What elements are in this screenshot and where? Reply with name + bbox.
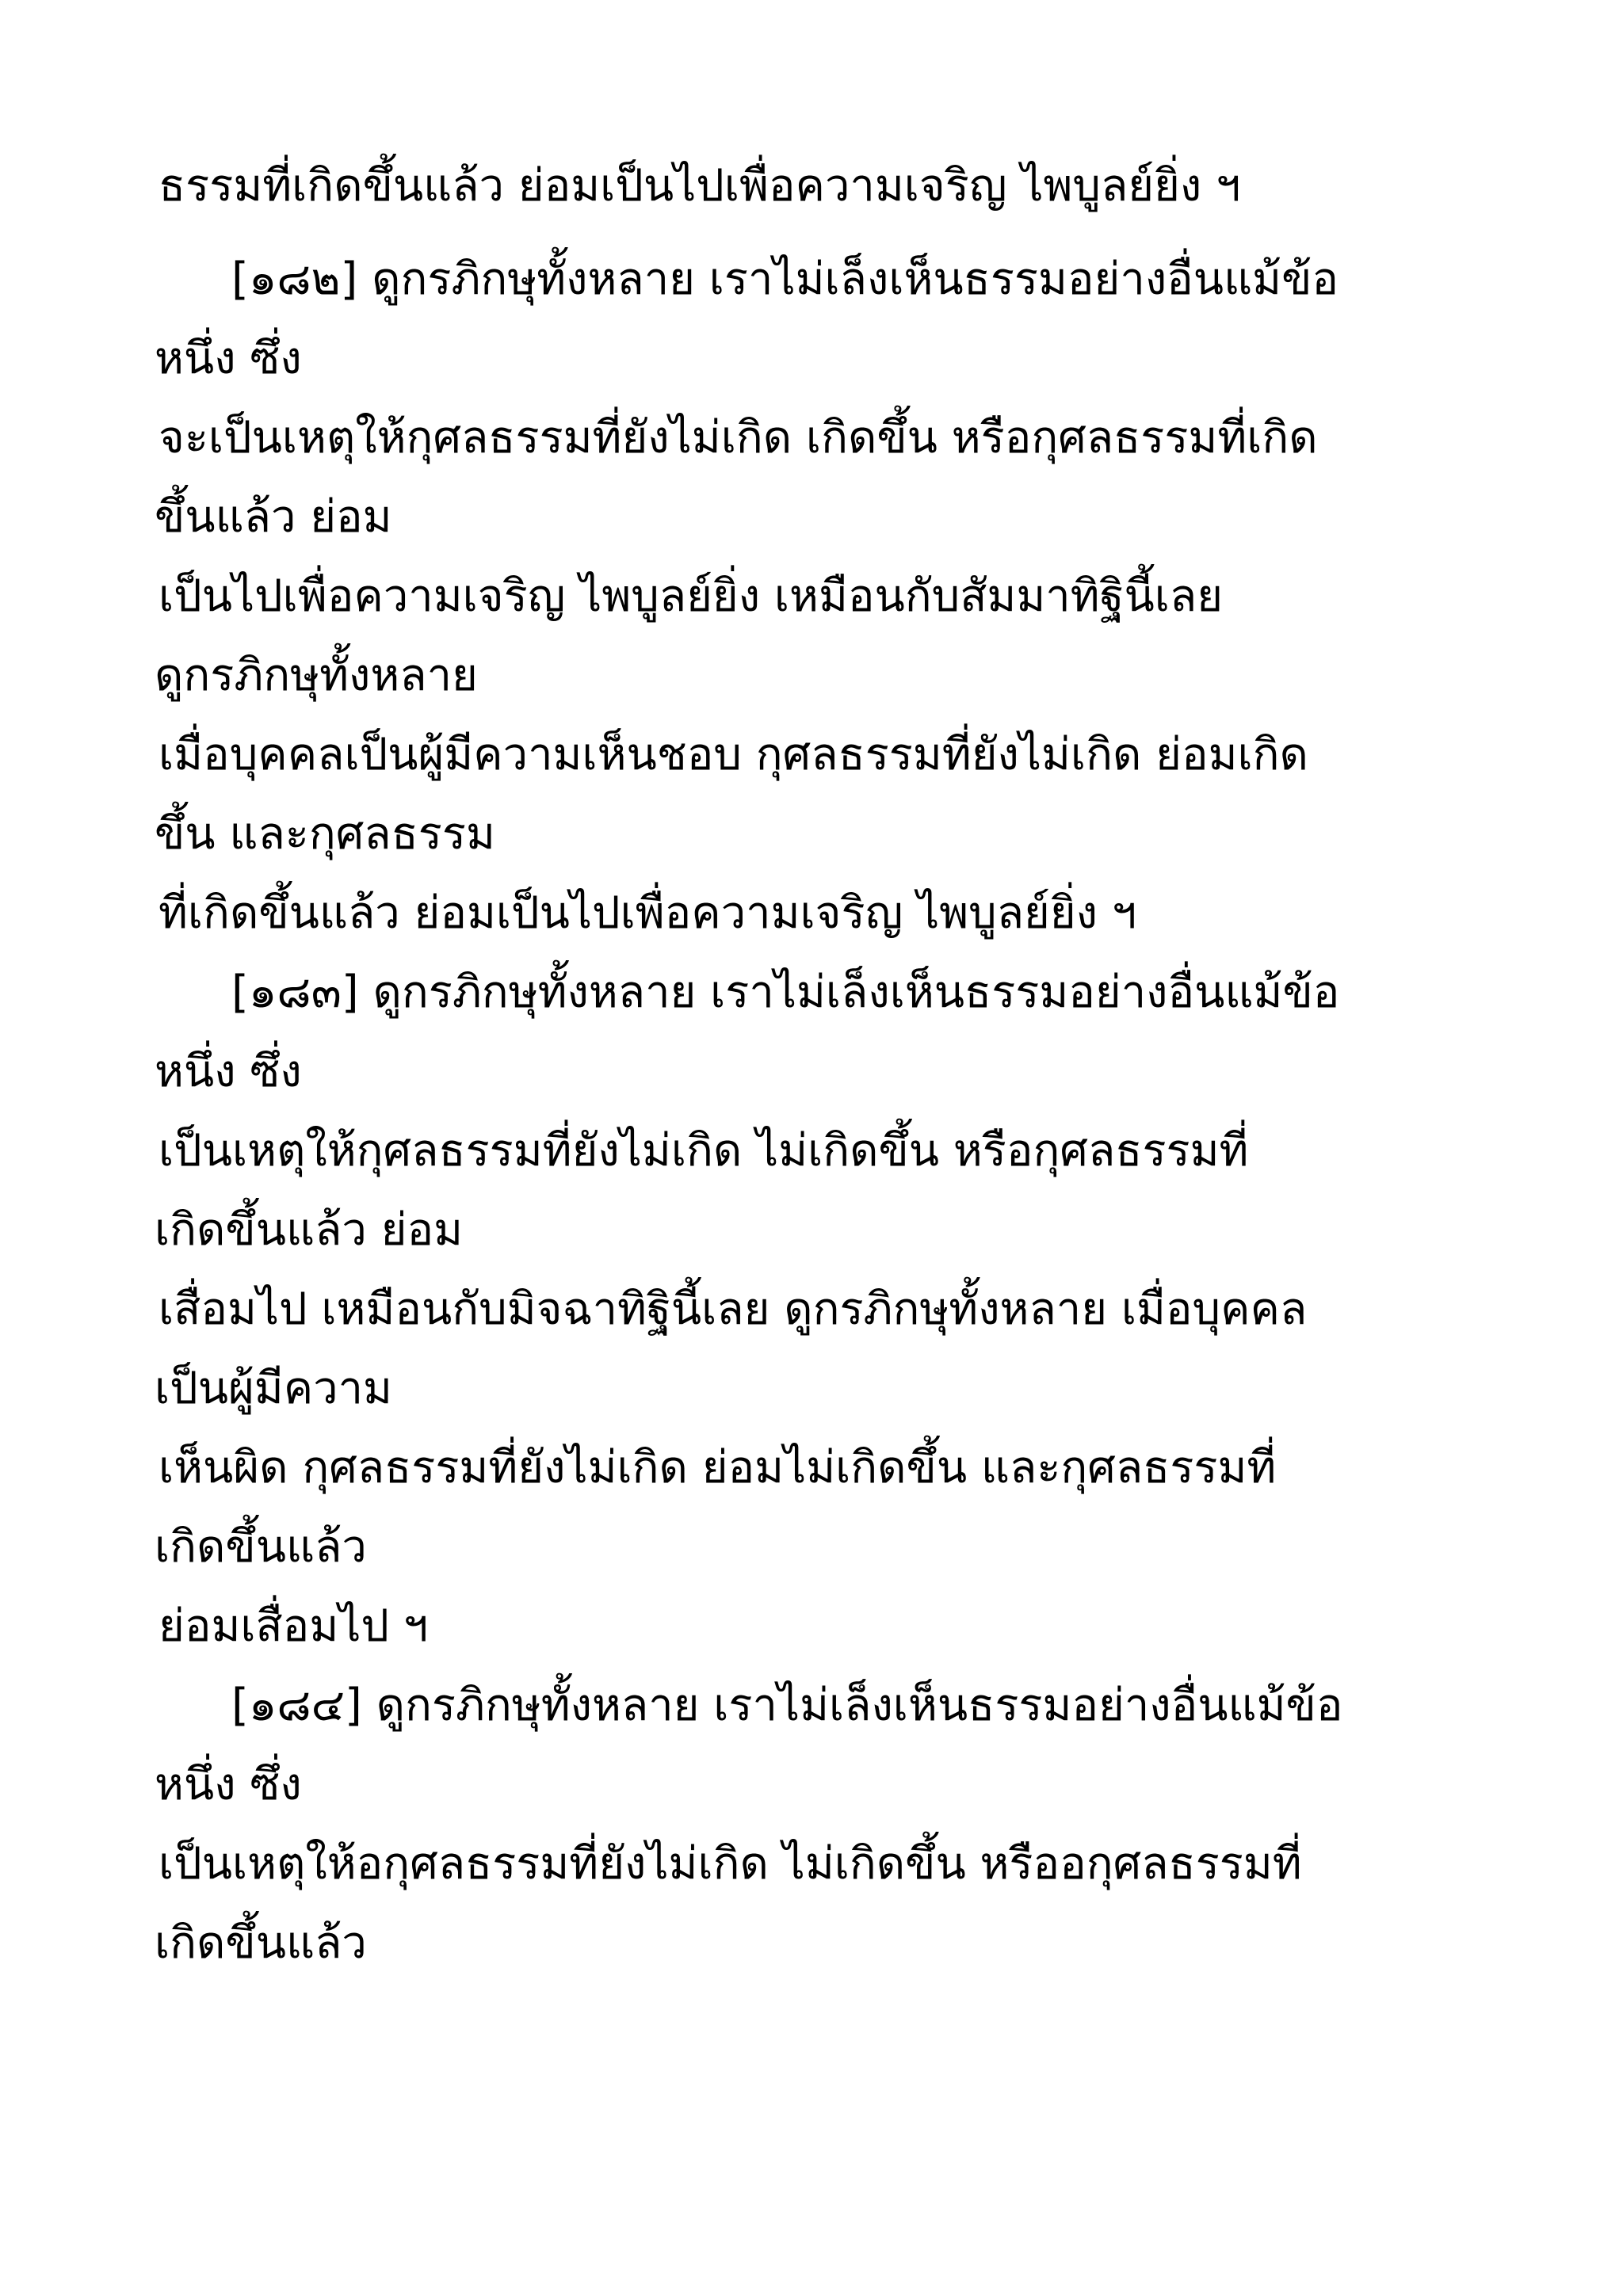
- text-line: ธรรมที่เกิดขึ้นแล้ว ย่อมเป็นไปเพื่อความเจริญ ไพบูลย์ยิ่ง ฯ: [158, 160, 1241, 212]
- text-line: ขึ้นแล้ว ย่อม: [155, 491, 392, 543]
- paragraph-182-line: [๑๘๒] ดูกรภิกษุทั้งหลาย เราไม่เล็งเห็นธรรมอย่างอื่นแม้ข้อ: [231, 254, 1338, 305]
- text-line: หนึ่ง ซึ่ง: [155, 1759, 302, 1810]
- text-line: ขึ้น และกุศลธรรม: [155, 808, 495, 860]
- text-line: เป็นไปเพื่อความเจริญ ไพบูลย์ยิ่ง เหมือนกับสัมมาทิฐินี้เลย: [158, 570, 1224, 622]
- text-line: ที่เกิดขึ้นแล้ว ย่อมเป็นไปเพื่อความเจริญ ไพบูลย์ยิ่ง ฯ: [158, 887, 1137, 939]
- text-line: เมื่อบุคคลเป็นผู้มีความเห็นชอบ กุศลธรรมที่ยังไม่เกิด ย่อมเกิด: [158, 729, 1308, 780]
- text-line: หนึ่ง ซึ่ง: [155, 333, 302, 384]
- paragraph-183-line: [๑๘๓] ดูกรภิกษุทั้งหลาย เราไม่เล็งเห็นธรรมอย่างอื่นแม้ข้อ: [231, 967, 1340, 1018]
- text-line: ดูกรภิกษุทั้งหลาย: [155, 650, 478, 701]
- text-line: เสื่อมไป เหมือนกับมิจฉาทิฐินี้เลย ดูกรภิกษุทั้งหลาย เมื่อบุคคล: [158, 1283, 1308, 1335]
- text-line: เป็นเหตุให้กุศลธรรมที่ยังไม่เกิด ไม่เกิดขึ้น หรือกุศลธรรมที่: [158, 1125, 1249, 1177]
- text-line: เกิดขึ้นแล้ว ย่อม: [155, 1204, 463, 1256]
- text-line: เกิดขึ้นแล้ว: [155, 1521, 367, 1573]
- text-line: เห็นผิด กุศลธรรมที่ยังไม่เกิด ย่อมไม่เกิดขึ้น และกุศลธรรมที่: [158, 1442, 1277, 1493]
- text-line: เกิดขึ้นแล้ว: [155, 1917, 367, 1969]
- text-line: เป็นผู้มีความ: [155, 1363, 392, 1414]
- text-line: ย่อมเสื่อมไป ฯ: [158, 1600, 429, 1652]
- text-line: หนึ่ง ซึ่ง: [155, 1046, 302, 1097]
- text-line: จะเป็นเหตุให้กุศลธรรมที่ยังไม่เกิด เกิดขึ้น หรือกุศลธรรมที่เกิด: [158, 412, 1318, 463]
- paragraph-184-line: [๑๘๔] ดูกรภิกษุทั้งหลาย เราไม่เล็งเห็นธรรมอย่างอื่นแม้ข้อ: [231, 1680, 1343, 1731]
- text-line: เป็นเหตุให้อกุศลธรรมที่ยังไม่เกิด ไม่เกิดขึ้น หรืออกุศลธรรมที่: [158, 1838, 1302, 1890]
